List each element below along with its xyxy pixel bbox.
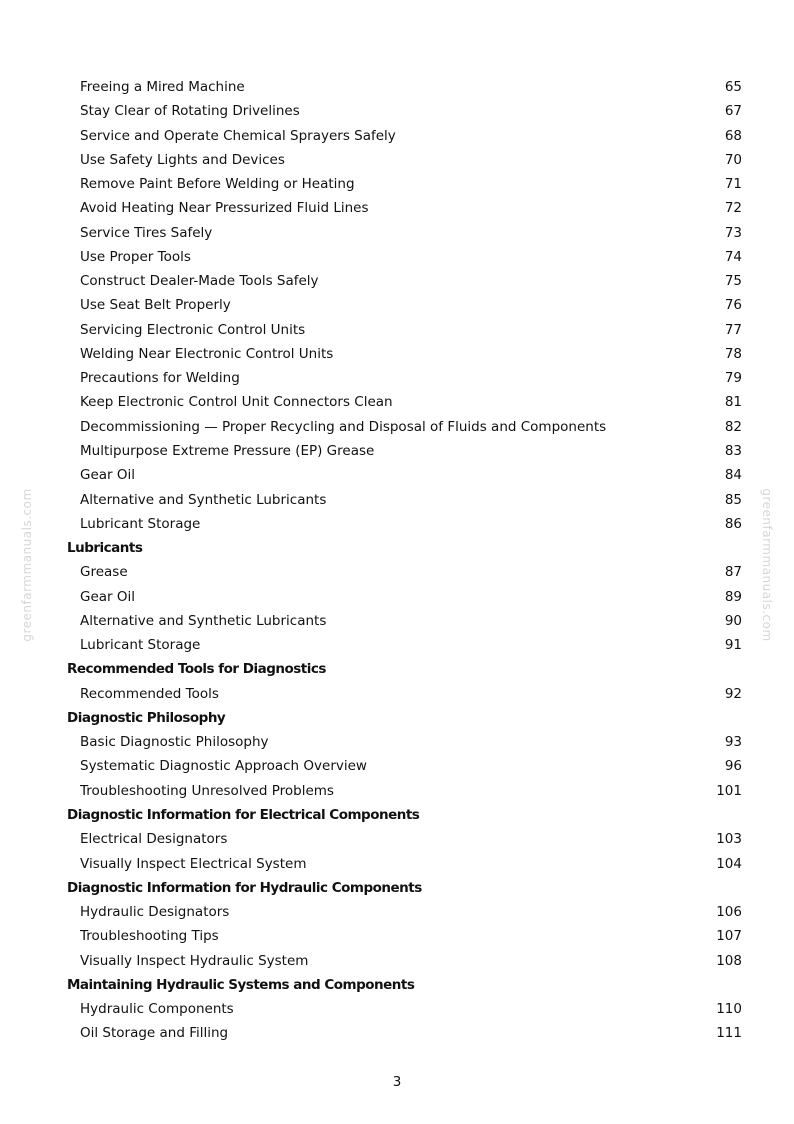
toc-entry[interactable] bbox=[67, 950, 742, 974]
toc-entry[interactable] bbox=[67, 246, 742, 270]
entry-title: Use Proper Tools bbox=[80, 248, 191, 265]
toc-entry[interactable] bbox=[67, 901, 742, 925]
entry-title: Multipurpose Extreme Pressure (EP) Grease bbox=[80, 442, 375, 459]
entry-title: Hydraulic Designators bbox=[80, 904, 230, 921]
entry-title: Servicing Electronic Control Units bbox=[80, 321, 306, 338]
toc-section-heading bbox=[67, 537, 742, 561]
entry-title: Construct Dealer-Made Tools Safely bbox=[80, 273, 319, 290]
entry-page-number: 96 bbox=[724, 758, 742, 775]
toc-section-heading bbox=[67, 658, 742, 682]
section-title: Diagnostic Information for Hydraulic Components bbox=[67, 879, 422, 896]
toc-entry[interactable] bbox=[67, 683, 742, 707]
toc-entry[interactable] bbox=[67, 270, 742, 294]
entry-page-number: 72 bbox=[724, 200, 742, 217]
toc-entry[interactable] bbox=[67, 173, 742, 197]
entry-title: Alternative and Synthetic Lubricants bbox=[80, 491, 327, 508]
toc-entry[interactable] bbox=[67, 853, 742, 877]
entry-title: Precautions for Welding bbox=[80, 370, 240, 387]
entry-title: Gear Oil bbox=[80, 588, 136, 605]
entry-title: Service Tires Safely bbox=[80, 224, 213, 241]
entry-page-number: 87 bbox=[724, 564, 742, 581]
entry-page-number: 103 bbox=[716, 831, 742, 848]
entry-title: Remove Paint Before Welding or Heating bbox=[80, 176, 355, 193]
toc-entry[interactable] bbox=[67, 586, 742, 610]
toc-entry[interactable] bbox=[67, 925, 742, 949]
entry-page-number: 85 bbox=[724, 491, 742, 508]
toc-section-heading bbox=[67, 804, 742, 828]
entry-title: Systematic Diagnostic Approach Overview bbox=[80, 758, 367, 775]
toc-entry[interactable] bbox=[67, 828, 742, 852]
toc-entry[interactable] bbox=[67, 367, 742, 391]
toc-entry[interactable] bbox=[67, 489, 742, 513]
entry-page-number: 107 bbox=[716, 928, 742, 945]
entry-page-number: 81 bbox=[724, 394, 742, 411]
toc-entry[interactable] bbox=[67, 197, 742, 221]
toc-entry[interactable] bbox=[67, 294, 742, 318]
toc-section-heading bbox=[67, 974, 742, 998]
entry-page-number: 92 bbox=[724, 685, 742, 702]
entry-page-number: 101 bbox=[716, 782, 742, 799]
entry-title: Oil Storage and Filling bbox=[80, 1025, 229, 1042]
section-title: Lubricants bbox=[67, 540, 143, 557]
entry-page-number: 67 bbox=[724, 103, 742, 120]
entry-title: Keep Electronic Control Unit Connectors Clean bbox=[80, 394, 393, 411]
toc-entry[interactable] bbox=[67, 731, 742, 755]
toc-entry[interactable] bbox=[67, 780, 742, 804]
entry-title: Use Seat Belt Properly bbox=[80, 297, 231, 314]
toc-entry[interactable] bbox=[67, 319, 742, 343]
toc-entry[interactable] bbox=[67, 1022, 742, 1046]
table-of-contents bbox=[67, 76, 742, 1047]
page-number: 3 bbox=[392, 1074, 402, 1090]
toc-entry[interactable] bbox=[67, 125, 742, 149]
entry-title: Lubricant Storage bbox=[80, 637, 201, 654]
entry-title: Stay Clear of Rotating Drivelines bbox=[80, 103, 300, 120]
toc-entry[interactable] bbox=[67, 440, 742, 464]
entry-title: Avoid Heating Near Pressurized Fluid Lines bbox=[80, 200, 369, 217]
watermark-left: greenfarmmanuals.com bbox=[20, 488, 34, 642]
watermark-right: greenfarmmanuals.com bbox=[760, 488, 774, 642]
toc-entry[interactable] bbox=[67, 416, 742, 440]
toc-entry[interactable] bbox=[67, 100, 742, 124]
toc-entry[interactable] bbox=[67, 634, 742, 658]
entry-title: Welding Near Electronic Control Units bbox=[80, 345, 334, 362]
entry-title: Troubleshooting Tips bbox=[80, 928, 219, 945]
entry-page-number: 106 bbox=[716, 904, 742, 921]
toc-entry[interactable] bbox=[67, 513, 742, 537]
entry-page-number: 111 bbox=[716, 1025, 742, 1042]
entry-title: Troubleshooting Unresolved Problems bbox=[80, 782, 334, 799]
entry-page-number: 76 bbox=[724, 297, 742, 314]
entry-title: Grease bbox=[80, 564, 128, 581]
entry-page-number: 89 bbox=[724, 588, 742, 605]
entry-page-number: 74 bbox=[724, 248, 742, 265]
entry-page-number: 68 bbox=[724, 127, 742, 144]
entry-title: Use Safety Lights and Devices bbox=[80, 151, 285, 168]
toc-entry[interactable] bbox=[67, 998, 742, 1022]
entry-title: Recommended Tools bbox=[80, 685, 219, 702]
entry-page-number: 79 bbox=[724, 370, 742, 387]
entry-page-number: 65 bbox=[724, 79, 742, 95]
entry-page-number: 86 bbox=[724, 515, 742, 532]
entry-title: Lubricant Storage bbox=[80, 515, 201, 532]
entry-page-number: 108 bbox=[716, 952, 742, 969]
entry-title: Decommissioning — Proper Recycling and Disposal of Fluids and Components bbox=[80, 418, 607, 435]
entry-title: Visually Inspect Electrical System bbox=[80, 855, 307, 872]
entry-page-number: 93 bbox=[724, 734, 742, 751]
entry-title: Service and Operate Chemical Sprayers Safely bbox=[80, 127, 396, 144]
entry-page-number: 90 bbox=[724, 612, 742, 629]
toc-entry[interactable] bbox=[67, 561, 742, 585]
entry-title: Electrical Designators bbox=[80, 831, 228, 848]
entry-page-number: 77 bbox=[724, 321, 742, 338]
toc-section-heading bbox=[67, 877, 742, 901]
entry-title: Gear Oil bbox=[80, 467, 136, 484]
section-title: Diagnostic Philosophy bbox=[67, 709, 226, 726]
entry-page-number: 82 bbox=[724, 418, 742, 435]
toc-section-heading bbox=[67, 707, 742, 731]
toc-entry[interactable] bbox=[67, 222, 742, 246]
toc-entry[interactable] bbox=[67, 610, 742, 634]
entry-page-number: 104 bbox=[716, 855, 742, 872]
entry-page-number: 84 bbox=[724, 467, 742, 484]
entry-title: Visually Inspect Hydraulic System bbox=[80, 952, 309, 969]
section-title: Maintaining Hydraulic Systems and Components bbox=[67, 976, 415, 993]
entry-title: Hydraulic Components bbox=[80, 1001, 234, 1018]
entry-page-number: 70 bbox=[724, 151, 742, 168]
section-title: Recommended Tools for Diagnostics bbox=[67, 661, 326, 678]
entry-page-number: 91 bbox=[724, 637, 742, 654]
toc-entry[interactable] bbox=[67, 343, 742, 367]
toc-entry[interactable] bbox=[67, 76, 742, 100]
toc-entry[interactable] bbox=[67, 149, 742, 173]
entry-page-number: 73 bbox=[724, 224, 742, 241]
entry-page-number: 110 bbox=[716, 1001, 742, 1018]
entry-page-number: 78 bbox=[724, 345, 742, 362]
toc-entry[interactable] bbox=[67, 391, 742, 415]
toc-entry[interactable] bbox=[67, 755, 742, 779]
entry-page-number: 71 bbox=[724, 176, 742, 193]
entry-title: Alternative and Synthetic Lubricants bbox=[80, 612, 327, 629]
entry-page-number: 83 bbox=[724, 442, 742, 459]
section-title: Diagnostic Information for Electrical Components bbox=[67, 806, 420, 823]
toc-entry[interactable] bbox=[67, 464, 742, 488]
entry-title: Freeing a Mired Machine bbox=[80, 79, 245, 95]
entry-title: Basic Diagnostic Philosophy bbox=[80, 734, 269, 751]
entry-page-number: 75 bbox=[724, 273, 742, 290]
